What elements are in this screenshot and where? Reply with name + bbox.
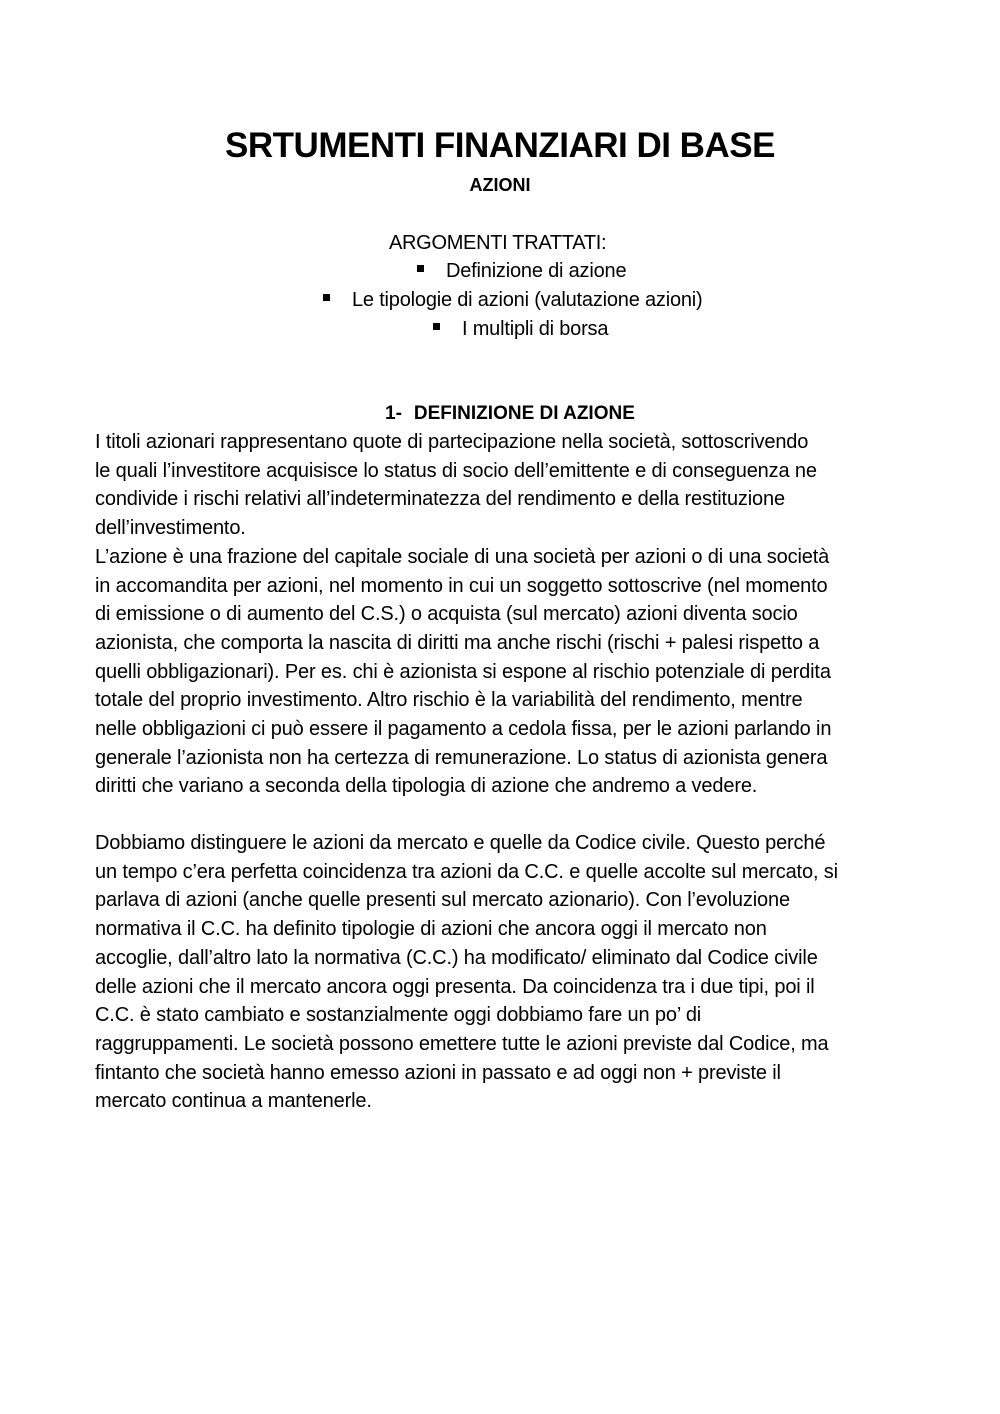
square-bullet-icon (417, 265, 424, 272)
text-line: quelli obbligazionari). Per es. chi è azionista si espone al rischio potenziale di perdita (95, 660, 831, 683)
section-heading (385, 401, 635, 427)
topic-item (417, 258, 626, 284)
text-line: mercato continua a mantenerle. (95, 1090, 372, 1113)
paragraph-market-vs-civil-code (95, 829, 915, 1116)
section-number: 1- (385, 403, 402, 424)
text-line: fintanto che società hanno emesso azioni in passato e ad oggi non + previste il (95, 1061, 781, 1084)
document-subtitle: AZIONI (469, 175, 531, 195)
topics-heading: ARGOMENTI TRATTATI: (389, 232, 607, 254)
text-line: normativa il C.C. ha definito tipologie di azioni che ancora oggi il mercato non (95, 918, 767, 941)
text-line: C.C. è stato cambiato e sostanzialmente oggi dobbiamo fare un po’ di (95, 1004, 702, 1027)
text-line: nelle obbligazioni ci può essere il pagamento a cedola fissa, per le azioni parlando in (95, 718, 832, 741)
text-line: dell’investimento. (95, 517, 246, 540)
square-bullet-icon (323, 294, 330, 301)
topic-item (323, 287, 703, 313)
document-title: SRTUMENTI FINANZIARI DI BASE (225, 126, 775, 165)
topic-item (433, 316, 608, 342)
text-line: condivide i rischi relativi all’indeterminatezza del rendimento e della restituzione (95, 488, 785, 511)
text-line: generale l’azionista non ha certezza di remunerazione. Lo status di azionista genera (95, 746, 828, 769)
text-line: Dobbiamo distinguere le azioni da mercato e quelle da Codice civile. Questo perché (95, 832, 826, 854)
text-line: azionista, che comporta la nascita di diritti ma anche rischi (rischi + palesi rispetto a (95, 631, 820, 654)
text-line: I titoli azionari rappresentano quote di partecipazione nella società, sottoscrivendo (95, 431, 809, 453)
topic-label: Definizione di azione (446, 260, 627, 282)
text-line: totale del proprio investimento. Altro rischio è la variabilità del rendimento, mentre (95, 689, 803, 712)
topic-label: Le tipologie di azioni (valutazione azioni) (352, 289, 703, 311)
topic-label: I multipli di borsa (462, 318, 609, 340)
section-title: DEFINIZIONE DI AZIONE (413, 403, 635, 424)
text-line: le quali l’investitore acquisisce lo status di socio dell’emittente e di conseguenza ne (95, 459, 817, 482)
text-line: L’azione è una frazione del capitale sociale di una società per azioni o di una società (95, 545, 830, 568)
text-line: un tempo c’era perfetta coincidenza tra azioni da C.C. e quelle accolte sul mercato, si (95, 860, 838, 883)
text-line: in accomandita per azioni, nel momento in cui un soggetto sottoscrive (nel momento (95, 574, 828, 597)
text-line: di emissione o di aumento del C.S.) o acquista (sul mercato) azioni diventa socio (95, 603, 798, 626)
text-line: parlava di azioni (anche quelle presenti sul mercato azionario). Con l’evoluzione (95, 889, 790, 912)
text-line: accoglie, dall’altro lato la normativa (C.C.) ha modificato/ eliminato dal Codice civile (95, 946, 818, 969)
text-line: raggruppamenti. Le società possono emettere tutte le azioni previste dal Codice, ma (95, 1032, 829, 1055)
text-line: diritti che variano a seconda della tipologia di azione che andremo a vedere. (95, 775, 758, 798)
text-line: delle azioni che il mercato ancora oggi presenta. Da coincidenza tra i due tipi, poi il (95, 975, 815, 998)
square-bullet-icon (433, 323, 440, 330)
paragraph-definition (95, 428, 915, 801)
